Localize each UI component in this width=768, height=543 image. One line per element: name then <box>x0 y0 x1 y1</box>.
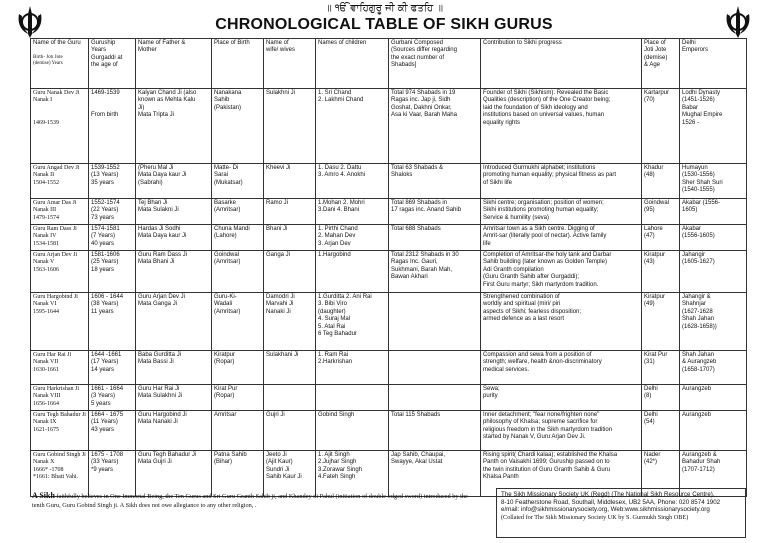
column-header: Contribution to Sikhi progress <box>481 39 642 89</box>
footer-text: faithfully believes in One Immortal Being, the Ten Gurus and Sri Guru Granth Sahib ji, and Khandey di Pahul (initiation of double-edged sword) introduced by the tenth Guru, Guru Gobind Singh ji. A Sikh does not owe allegiance to any other religion, . <box>32 493 468 509</box>
table-row <box>31 385 747 411</box>
column-header: Place of Birth <box>212 39 264 89</box>
table-cell: Amritsar town as a Sikh centre. Digging of Amrit-sar (literally pool of nectar). Active family life <box>481 225 642 251</box>
table-cell: Sewa; purity <box>481 385 642 411</box>
table-cell: Nader (42*) <box>642 451 680 497</box>
table-cell: Ramo Ji <box>264 199 316 225</box>
table-cell: Patna Sahib (Bihar) <box>212 451 264 497</box>
footer-statement <box>32 492 472 510</box>
table-cell: Aurangzeb <box>680 411 747 451</box>
table-cell: 1581-1606 (25 Years) 18 years <box>89 251 136 293</box>
table-cell: 1606 - 1644 (38 Years) 11 years <box>89 293 136 351</box>
table-row <box>31 293 747 351</box>
org-address: 8-10 Featherstone Road, Southall, Middlesex, UB2 5AA, Phone: 020 8574 1902 <box>501 498 721 506</box>
table-cell: 1.Hargobind <box>316 251 389 293</box>
table-cell: Inner detachment; "fear none/frighten none" philosophy of Khalsa; supreme sacrifice for religious freedom in the Sikh martyrdom tradition started by Nanak V, Guru Arjan Dev Ji. <box>481 411 642 451</box>
table-cell: Khadur (48) <box>642 164 680 199</box>
gurmukhi-salutation: ॥ ੴ ਵਾਹਿਗੁਰੂ ਜੀ ਕੀ ਫਤਹਿ ॥ <box>324 3 444 14</box>
table-cell: Guru Amar Das Ji Nanak III 1479-1574 <box>31 199 89 225</box>
column-header-label: Name of the Guru <box>33 40 81 46</box>
table-cell: Delhi (8) <box>642 385 680 411</box>
table-cell <box>389 385 481 411</box>
table-cell: Damodri Ji Marvahi Ji Nanaki Ji <box>264 293 316 351</box>
table-cell: Jahangir & Shahnjar (1627-1628 Shah Jahan (1628-1658)) <box>680 293 747 351</box>
column-header: Names of children <box>316 39 389 89</box>
table-cell: Guru Har Rai Ji Nanak VII 1630-1661 <box>31 351 89 385</box>
column-header: Delhi Emperors <box>680 39 747 89</box>
page-title: CHRONOLOGICAL TABLE OF SIKH GURUS <box>215 16 553 33</box>
table-cell: Guru Hargobind Ji Mata Nanaki Ji <box>136 411 212 451</box>
table-cell: Guru Har Rai Ji Mata Sulakhni Ji <box>136 385 212 411</box>
table-cell: Founder of Sikhi (Sikhism). Revealed the Basic Qualities (description) of the One Creator being; laid the foundation of Sikh ideology and institutions based on universal values, human equality rights <box>481 89 642 164</box>
table-cell: Strengthened combination of worldly and spiritual (miri/ piri aspects of Sikhi; fearless disposition; armed defence as a last resort <box>481 293 642 351</box>
table-cell: Kheevi Ji <box>264 164 316 199</box>
table-cell: Guru-Ki- Wadali (Amritsar) <box>212 293 264 351</box>
table-cell: Ganga Ji <box>264 251 316 293</box>
table-row <box>31 89 747 164</box>
table-cell: 1661 - 1664 (3 Years) 5 years <box>89 385 136 411</box>
column-header: Name of Father & Mother <box>136 39 212 89</box>
table-cell: Humayun (1530-1556) Sher Shah Suri (1540-1555) <box>680 164 747 199</box>
table-cell: Completion of Amritsar-the holy tank and Darbar Sahib building (later known as Golden Temple) Adi Granth compilation (Guru Granth Sahib after Gurgaddi); First Guru martyr; Sikh martyrdom tradition. <box>481 251 642 293</box>
table-cell: Jahangir (1605-1627) <box>680 251 747 293</box>
table-cell: Guru Nanak Dev Ji Nanak I 1469-1539 <box>31 89 89 164</box>
table-cell: Gujri Ji <box>264 411 316 451</box>
table-row <box>31 251 747 293</box>
table-cell: Kalyan Chand Ji (also known as Mehta Kalu Ji) Mata Tripta Ji <box>136 89 212 164</box>
table-cell: Total 115 Shabads <box>389 411 481 451</box>
table-cell <box>389 293 481 351</box>
table-cell: Rising spirit( Chardi kalaa); established the Khalsa Panth on Vaisakhi 1699; Guruship passed on to the twin institution of Guru Granth Sahib & Guru Khalsa Panth <box>481 451 642 497</box>
table-cell: Compassion and sewa from a position of strength; welfare, health &non-discriminatory medical services. <box>481 351 642 385</box>
table-cell: Aurangzeb <box>680 385 747 411</box>
table-cell: Total 974 Shabads in 19 Ragas inc. Jap ji, Sidh Goshat, Dakhni Onkar, Asa ki Vaar, Barah Maha <box>389 89 481 164</box>
table-cell <box>264 385 316 411</box>
table-cell: 1. Ajit Singh 2.Jujhar Singh 3.Zorawar Singh 4.Fateh Singh <box>316 451 389 497</box>
table-cell: 1552-1574 (22 Years) 73 years <box>89 199 136 225</box>
table-cell: Guru Harkrishan Ji Nanak VIII 1656-1664 <box>31 385 89 411</box>
table-cell: Aurangzeb & Bahadur Shah (1707-1712) <box>680 451 747 497</box>
table-cell: Guru Arjan Dev Ji Nanak V 1563-1606 <box>31 251 89 293</box>
table-cell: Sikhi centre; organisation; position of women; Sikhi institutions promoting human equality; Service & humility (seva) <box>481 199 642 225</box>
table-cell: Baba Gurditta Ji Mata Bassi Ji <box>136 351 212 385</box>
table-cell: Jeeto Ji (Ajit Kaur) Sundri Ji Sahib Kaur Ji <box>264 451 316 497</box>
table-cell: Kiratpur (Ropar) <box>212 351 264 385</box>
table-cell: Sulakhani Ji <box>264 351 316 385</box>
table-cell: Amritsar <box>212 411 264 451</box>
table-cell: 1. Pirthi Chand 2. Mahan Dev 3. Arjan Dev <box>316 225 389 251</box>
column-header <box>31 39 89 89</box>
table-cell: Kiratpur (49) <box>642 293 680 351</box>
table-cell: Chuna Mandi (Lahore) <box>212 225 264 251</box>
column-header: Guruship Years Gurgaddi at the age of <box>89 39 136 89</box>
table-cell: Shah Jahan & Aurangzeb (1658-1707) <box>680 351 747 385</box>
table-cell: 1. Dasu 2. Dattu 3. Amro 4. Anokhi <box>316 164 389 199</box>
table-cell <box>389 351 481 385</box>
table-cell: Guru Tegh Bahadur Ji Nanak IX 1621-1675 <box>31 411 89 451</box>
table-cell: Lodhi Dynasty (1451-1526) Babar Mughal Empire 1526 - <box>680 89 747 164</box>
table-cell: 1539-1552 (13 Years) 35 years <box>89 164 136 199</box>
table-cell: Total 63 Shabads & Shaloks <box>389 164 481 199</box>
table-cell: Introduced Gurmukhi alphabet; institutions promoting human equality; physical fitness as part of Sikhi life <box>481 164 642 199</box>
table-cell: Akabar (1556- 1605) <box>680 199 747 225</box>
column-header: Gurbani Composed (Sources differ regarding the exact number of Shabads] <box>389 39 481 89</box>
table-cell: 1469-1539 From birth <box>89 89 136 164</box>
table-cell: Gobind Singh <box>316 411 389 451</box>
table-cell: Tej Bhan Ji Mata Sulakni Ji <box>136 199 212 225</box>
gurus-table <box>30 38 747 497</box>
footer-lead: A Sikh <box>32 491 55 500</box>
table-cell: Basarke (Amritsar) <box>212 199 264 225</box>
table-cell: Guru Arjan Dev Ji Mata Ganga Ji <box>136 293 212 351</box>
table-cell: Kirat Pur (31) <box>642 351 680 385</box>
table-cell <box>316 385 389 411</box>
table-cell: Guru Tegh Bahadur Ji Mata Gujri Ji <box>136 451 212 497</box>
table-cell: Matte- Di Sarai (Mukatsar) <box>212 164 264 199</box>
table-cell: Guru Gobind Singh Ji Nanak X 1666* -1708 *1661: Bhatt Vahi. <box>31 451 89 497</box>
table-cell: Total 2312 Shabads in 30 Ragas Inc. Gauri, Sukhmani, Barah Mah, Bawan Akhari <box>389 251 481 293</box>
table-cell: Sulakhni Ji <box>264 89 316 164</box>
table-cell: Guru Ram Dass Ji Mata Bhani Ji <box>136 251 212 293</box>
table-cell: 1644 -1661 (17 Years) 14 years <box>89 351 136 385</box>
table-row <box>31 164 747 199</box>
table-cell: Lahore (47) <box>642 225 680 251</box>
table-cell: Goindwal (95) <box>642 199 680 225</box>
table-cell: Hardas Ji Sodhi Mata Daya kaur Ji <box>136 225 212 251</box>
org-contact-box <box>496 488 746 538</box>
column-header: Place of Joti Jote (demise) & Age <box>642 39 680 89</box>
table-row <box>31 199 747 225</box>
table-cell: Goindwal (Amritsar) <box>212 251 264 293</box>
table-cell: 1.Mohan 2. Mohri 3.Dani 4. Bhani <box>316 199 389 225</box>
table-cell: Guru Ram Dass Ji Nanak IV 1534-1581 <box>31 225 89 251</box>
table-cell: Guru Hargobind Ji Nanak VI 1595-1644 <box>31 293 89 351</box>
org-name: The Sikh Missionary Society UK (Regd) (The National Sikh Resource Centre), <box>501 491 715 498</box>
table-row <box>31 225 747 251</box>
table-cell: 1. Sri Chand 2. Lakhmi Chand <box>316 89 389 164</box>
credit-line: (Collated for The Sikh Missionary Society UK by S. Gurmukh Singh OBE) <box>501 513 689 521</box>
table-cell: 1. Ram Rai 2.Harkrishan <box>316 351 389 385</box>
org-email-web: e/mail: info@sikhmissionarysociety.org, Web:www.sikhmissionarysociety.org <box>501 506 710 514</box>
table-cell: (Pheru Mal Ji Mata Daya kaur Ji (Sabrahi) <box>136 164 212 199</box>
table-cell: Akabar (1556-1605) <box>680 225 747 251</box>
table-row <box>31 411 747 451</box>
column-header: Name of wife/ wives <box>264 39 316 89</box>
table-cell: Bhani Ji <box>264 225 316 251</box>
table-cell: Kiratpur (43) <box>642 251 680 293</box>
table-cell: 1574-1581 (7 Years) 40 years <box>89 225 136 251</box>
table-cell: Nanakana Sahib (Pakistan) <box>212 89 264 164</box>
table-row <box>31 351 747 385</box>
table-cell: Delhi (54) <box>642 411 680 451</box>
column-header-note: Birth- Jotı Jote (demise) Years <box>33 55 63 67</box>
table-cell: Guru Angad Dev Ji Nanak II 1504-1552 <box>31 164 89 199</box>
table-cell: 1.Gurditta 2. Ani Rai 3. Bibi Viro (daughter) 4. Suraj Mal 5. Atal Rai 6 Teg Bahadur <box>316 293 389 351</box>
table-cell: Kirat Pur (Ropar) <box>212 385 264 411</box>
table-cell: Kartarpur (70) <box>642 89 680 164</box>
table-cell: Total 688 Shabads <box>389 225 481 251</box>
table-cell: Total 869 Shabads in 17 ragas inc. Anand Sahib <box>389 199 481 225</box>
table-cell: 1664 - 1675 (11 Years) 43 years <box>89 411 136 451</box>
table-cell: Jap Sahib, Chaupai, Swayye, Akal Ustat <box>389 451 481 497</box>
table-header-row <box>31 39 747 89</box>
table-cell: 1675 - 1708 (33 Years) *9 years <box>89 451 136 497</box>
